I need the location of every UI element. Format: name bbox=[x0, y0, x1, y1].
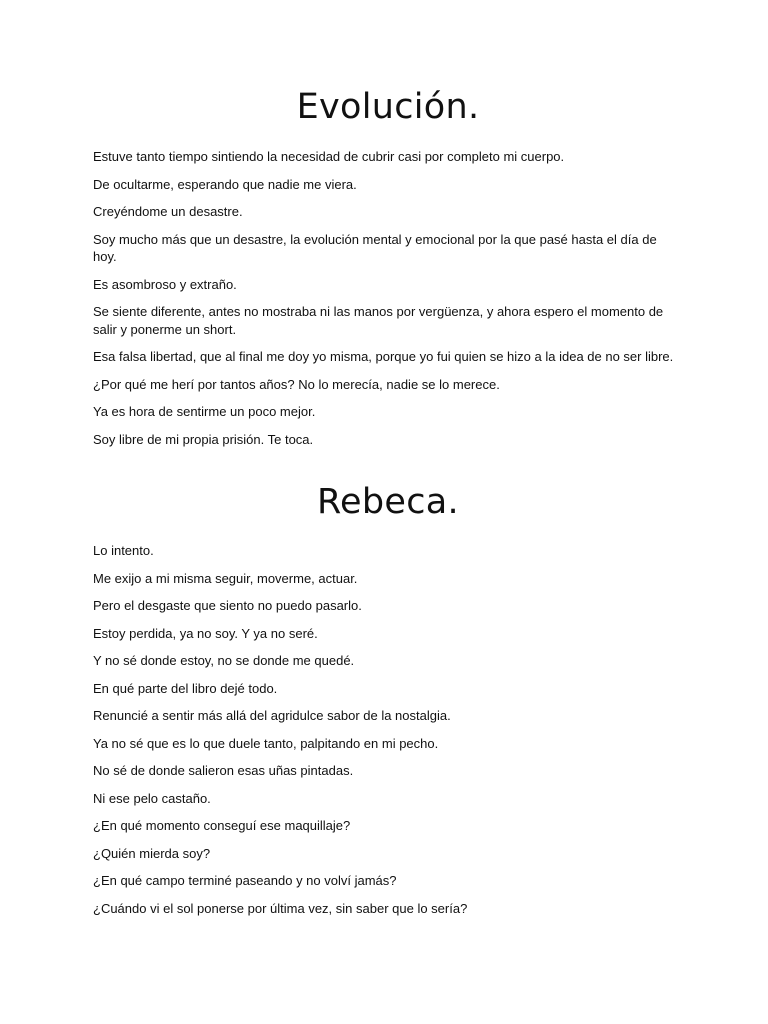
poem-title: Rebeca. bbox=[317, 482, 459, 522]
poem-line: De ocultarme, esperando que nadie me viera. bbox=[93, 176, 357, 192]
poem-line: Se siente diferente, antes no mostraba ni las manos por vergüenza, y ahora espero el momento de salir y ponerme un short. bbox=[93, 304, 664, 337]
poem-line: Es asombroso y extraño. bbox=[93, 276, 237, 292]
poem-line: Ya no sé que es lo que duele tanto, palpitando en mi pecho. bbox=[93, 735, 439, 751]
poem-line: Y no sé donde estoy, no se donde me quedé. bbox=[93, 653, 355, 668]
poem-line: Esa falsa libertad, que al final me doy yo misma, porque yo fui quien se hizo a la idea de no ser libre. bbox=[93, 349, 674, 364]
poem-line: Estoy perdida, ya no soy. Y ya no seré. bbox=[93, 625, 318, 641]
poem-line: Lo intento. bbox=[93, 543, 154, 558]
poem-line: No sé de donde salieron esas uñas pintadas. bbox=[93, 763, 354, 778]
poem-title: Evolución. bbox=[296, 87, 480, 127]
poem-line: Soy mucho más que un desastre, la evolución mental y emocional por la que pasé hasta el día de hoy. bbox=[93, 231, 657, 264]
poem-line: Creyéndome un desastre. bbox=[93, 204, 243, 219]
poem-rebeca bbox=[93, 481, 683, 917]
poem-line: Renuncié a sentir más allá del agridulce sabor de la nostalgia. bbox=[93, 708, 451, 723]
poem-line: Estuve tanto tiempo sintiendo la necesidad de cubrir casi por completo mi cuerpo. bbox=[93, 149, 565, 164]
poem-line: ¿Cuándo vi el sol ponerse por última vez, sin saber que lo sería? bbox=[93, 900, 468, 916]
poem-line: Ni ese pelo castaño. bbox=[93, 790, 211, 806]
poem-line: ¿Por qué me herí por tantos años? No lo merecía, nadie se lo merece. bbox=[93, 376, 500, 392]
poem-line: ¿En qué campo terminé paseando y no volví jamás? bbox=[93, 873, 397, 888]
poem-evolucion bbox=[93, 86, 683, 448]
poem-line: Soy libre de mi propia prisión. Te toca. bbox=[93, 431, 314, 447]
poem-line: ¿Quién mierda soy? bbox=[93, 845, 211, 861]
poem-line: Ya es hora de sentirme un poco mejor. bbox=[93, 404, 316, 419]
document-page bbox=[93, 0, 683, 927]
poem-line: ¿En qué momento conseguí ese maquillaje? bbox=[93, 818, 351, 833]
poem-line: En qué parte del libro dejé todo. bbox=[93, 680, 278, 696]
poem-line: Me exijo a mi misma seguir, moverme, actuar. bbox=[93, 570, 358, 586]
poem-line: Pero el desgaste que siento no puedo pasarlo. bbox=[93, 598, 362, 613]
